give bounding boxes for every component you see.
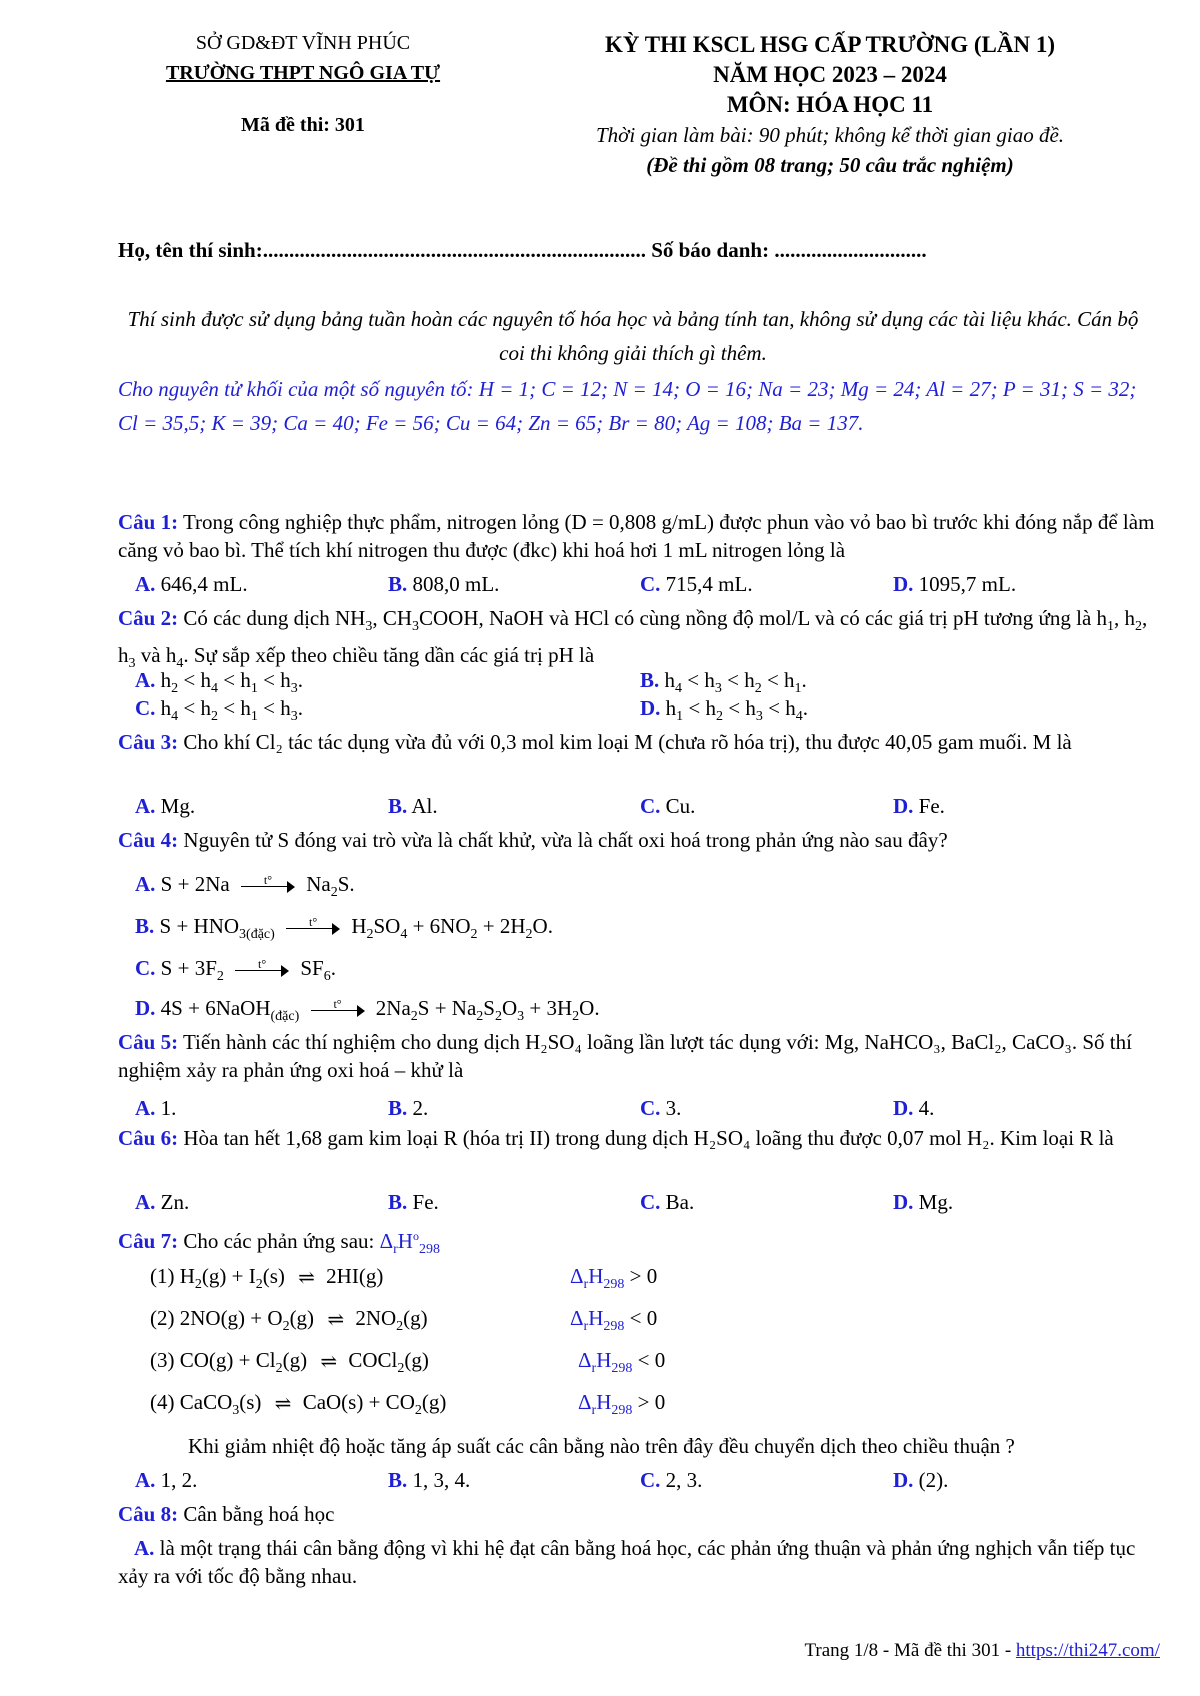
question-label: Câu 3: <box>118 730 179 754</box>
q5-option-d[interactable]: D. 4. <box>893 1096 935 1120</box>
reaction-1: (1) $H_2(g) + I_2(s)$ ⇌ 2HI(g) <box>150 1264 384 1293</box>
question-2: Câu 2: Có các dung dịch $NH_3$, $CH_3COOH$, NaOH và HCl có cùng nồng độ mol/L và có các giá trị pH tương ứng là $h_1$, $h_2$, $h_3$ và $h_4$. Sự sắp xếp theo chiều tăng dần các giá trị pH là <box>118 606 1148 672</box>
q1-option-c[interactable]: C. 715,4 mL. <box>640 572 753 596</box>
question-text: Nguyên tử S đóng vai trò vừa là chất khử, vừa là chất oxi hoá trong phản ứng nào sau đây? <box>183 828 948 852</box>
reaction-3-enthalpy: $\Delta_rH_{298} < 0$ <box>578 1348 666 1377</box>
question-text: Hòa tan hết 1,68 gam kim loại R (hóa trị II) trong dung dịch H₂SO₄ loãng thu được 0,07 mol H₂. Kim loại R là <box>183 1126 1114 1150</box>
school-name: TRƯỜNG THPT NGÔ GIA TỰ <box>165 62 441 84</box>
candidate-line: Họ, tên thí sinh:......................................................................... Số báo danh: ............................. <box>118 238 927 262</box>
q5-option-b[interactable]: B. 2. <box>388 1096 429 1120</box>
q6-option-d[interactable]: D. Mg. <box>893 1190 954 1214</box>
question-label: Câu 1: <box>118 510 179 534</box>
reaction-1-enthalpy: $\Delta_rH_{298} > 0$ <box>570 1264 658 1293</box>
q5-option-a[interactable]: A. 1. <box>135 1096 177 1120</box>
school-block <box>118 28 488 140</box>
q4-option-d[interactable]: D. 4S + 6NaOH$_{(đặc)}$ t° $2Na_2S + Na_2S_2O_3 + 3H_2O$. <box>135 996 600 1025</box>
q2-option-d[interactable]: D. $h_1 < h_2 < h_3 < h_4$. <box>640 696 808 725</box>
question-1 <box>118 508 1158 564</box>
q3-option-b[interactable]: B. Al. <box>388 794 438 818</box>
q4-option-a[interactable]: A. S + 2Na t° $Na_2S$. <box>135 872 355 901</box>
arrow-icon: t° <box>311 1003 365 1017</box>
q7-option-d[interactable]: D. (2). <box>893 1468 949 1492</box>
q1-option-a[interactable]: A. 646,4 mL. <box>135 572 248 596</box>
q6-option-b[interactable]: B. Fe. <box>388 1190 439 1214</box>
q7-option-b[interactable]: B. 1, 3, 4. <box>388 1468 471 1492</box>
reaction-4-enthalpy: $\Delta_rH_{298} > 0$ <box>578 1390 666 1419</box>
question-label: Câu 7: <box>118 1229 179 1253</box>
atomic-masses: Cho nguyên tử khối của một số nguyên tố: H = 1; C = 12; N = 14; O = 16; Na = 23; Mg = 24; Al = 27; P = 31; S = 32; Cl = 35,5; K = 39; Ca = 40; Fe = 56; Cu = 64; Zn = 65; Br = 80; Ag = 108; Ba = 137. <box>118 377 1137 435</box>
q8-option-a[interactable]: A. là một trạng thái cân bằng động vì khi hệ đạt cân bằng hoá học, các phản ứng thuận và phản ứng nghịch vẫn tiếp tục xảy ra với tốc độ bằng nhau. <box>118 1536 1136 1588</box>
question-5 <box>118 1028 1158 1084</box>
question-label: Câu 4: <box>118 828 179 852</box>
q4-option-b[interactable]: B. $S + HNO_{3(đặc)}$ t° $H_2SO_4 + 6NO_2 + 2H_2O$. <box>135 914 553 943</box>
q5-option-c[interactable]: C. 3. <box>640 1096 682 1120</box>
question-label: Câu 2: <box>118 606 179 630</box>
q2-option-b[interactable]: B. $h_4 < h_3 < h_2 < h_1$. <box>640 668 807 697</box>
instruction: Thí sinh được sử dụng bảng tuần hoàn các nguyên tố hóa học và bảng tính tan, không sử dụng các tài liệu khác. Cán bộ coi thi không giải thích gì thêm. <box>127 307 1139 365</box>
q1-option-b[interactable]: B. 808,0 mL. <box>388 572 500 596</box>
q3-option-c[interactable]: C. Cu. <box>640 794 696 818</box>
exam-title-block <box>520 30 1140 180</box>
q6-option-a[interactable]: A. Zn. <box>135 1190 190 1214</box>
reaction-2-enthalpy: $\Delta_rH_{298} < 0$ <box>570 1306 658 1335</box>
question-6 <box>118 1124 1158 1152</box>
q1-option-d[interactable]: D. 1095,7 mL. <box>893 572 1017 596</box>
question-text: Cho khí Cl₂ tác tác dụng vừa đủ với 0,3 mol kim loại M (chưa rõ hóa trị), thu được 40,05 gam muối. M là <box>183 730 1072 754</box>
question-4 <box>118 826 1158 854</box>
question-text: Cân bằng hoá học <box>183 1502 335 1526</box>
pages-note: (Đề thi gồm 08 trang; 50 câu trắc nghiệm) <box>646 153 1014 177</box>
q4-option-c[interactable]: C. $S + 3F_2$ t° $SF_6$. <box>135 956 336 985</box>
exam-code: Mã đề thi: 301 <box>241 114 365 136</box>
question-3 <box>118 728 1158 756</box>
q3-option-a[interactable]: A. Mg. <box>135 794 196 818</box>
exam-title: KỲ THI KSCL HSG CẤP TRƯỜNG (LẦN 1) <box>604 32 1056 57</box>
q3-option-d[interactable]: D. Fe. <box>893 794 945 818</box>
question-text: Cho các phản ứng sau: <box>183 1229 375 1253</box>
question-7: Câu 7: Cho các phản ứng sau: $\Delta_rH^o_{298}$ <box>118 1229 440 1258</box>
q7-option-a[interactable]: A. 1, 2. <box>135 1468 198 1492</box>
subject: MÔN: HÓA HỌC 11 <box>726 92 934 117</box>
arrow-icon: t° <box>241 879 295 893</box>
question-label: Câu 8: <box>118 1502 179 1526</box>
reaction-3: (3) $CO(g) + Cl_2(g)$ ⇌ COCl$_2$(g) <box>150 1348 429 1377</box>
question-label: Câu 6: <box>118 1126 179 1150</box>
department-name: SỞ GD&ĐT VĨNH PHÚC <box>195 32 411 54</box>
arrow-icon: t° <box>235 963 289 977</box>
q6-option-c[interactable]: C. Ba. <box>640 1190 695 1214</box>
reaction-2: (2) $2NO(g) + O_2(g)$ ⇌ $2NO_2(g)$ <box>150 1306 428 1335</box>
footer-link[interactable]: https://thi247.com/ <box>1015 1640 1160 1661</box>
duration: Thời gian làm bài: 90 phút; không kể thời gian giao đề. <box>595 123 1065 147</box>
question-text: Trong công nghiệp thực phẩm, nitrogen lỏng (D = 0,808 g/mL) được phun vào vỏ bao bì trước khi đóng nắp để làm căng vỏ bao bì. Thể tích khí nitrogen thu được (đkc) khi hoá hơi 1 mL nitrogen lỏng là <box>118 510 1155 562</box>
q7-option-c[interactable]: C. 2, 3. <box>640 1468 703 1492</box>
arrow-icon: t° <box>286 921 340 935</box>
question-label: Câu 5: <box>118 1030 179 1054</box>
footer-text: Trang 1/8 - Mã đề thi 301 - <box>804 1640 1016 1661</box>
q2-option-a[interactable]: A. $h_2 < h_4 < h_1 < h_3$. <box>135 668 303 697</box>
q2-option-c[interactable]: C. $h_4 < h_2 < h_1 < h_3$. <box>135 696 303 725</box>
question-8 <box>118 1500 1158 1528</box>
school-year: NĂM HỌC 2023 – 2024 <box>713 62 947 87</box>
page-footer <box>730 1640 1160 1662</box>
q7-question: Khi giảm nhiệt độ hoặc tăng áp suất các cân bằng nào trên đây đều chuyển dịch theo chiều thuận ? <box>188 1434 1015 1458</box>
reaction-4: (4) CaCO$_3$(s) ⇌ $CaO(s) + CO_2(g)$ <box>150 1390 447 1419</box>
question-text: Tiến hành các thí nghiệm cho dung dịch H₂SO₄ loãng lần lượt tác dụng với: Mg, NaHCO₃, BaCl₂, CaCO₃. Số thí nghiệm xảy ra phản ứng oxi hoá – khử là <box>118 1030 1132 1082</box>
